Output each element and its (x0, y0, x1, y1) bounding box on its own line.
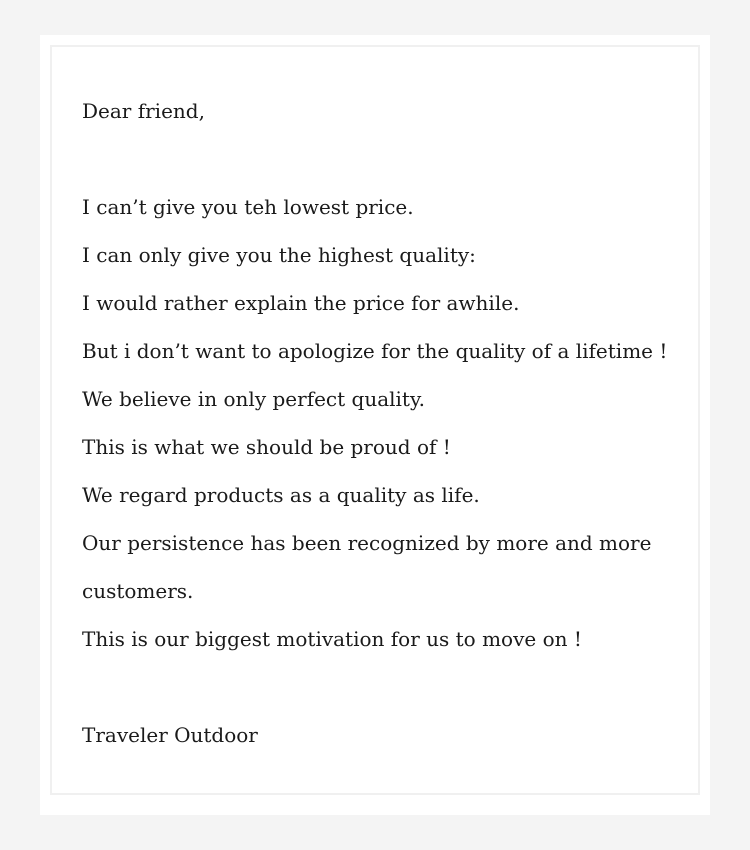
letter-line: I would rather explain the price for awhile. (82, 291, 520, 315)
letter-line: But i don’t want to apologize for the quality of a lifetime ! (82, 339, 668, 363)
letter-signature: Traveler Outdoor (82, 723, 258, 747)
letter-body (82, 87, 682, 759)
letter-line: This is our biggest motivation for us to move on ! (82, 627, 582, 651)
letter-border (50, 45, 700, 795)
letter-card (40, 35, 710, 815)
letter-line: I can’t give you teh lowest price. (82, 195, 414, 219)
letter-line: We regard products as a quality as life. (82, 483, 480, 507)
paragraph-spacer (82, 663, 682, 711)
letter-line: Our persistence has been recognized by more and more customers. (82, 531, 652, 603)
letter-line: We believe in only perfect quality. (82, 387, 425, 411)
letter-line: This is what we should be proud of ! (82, 435, 451, 459)
letter-line: I can only give you the highest quality: (82, 243, 476, 267)
paragraph-spacer (82, 135, 682, 183)
letter-greeting: Dear friend, (82, 99, 205, 123)
